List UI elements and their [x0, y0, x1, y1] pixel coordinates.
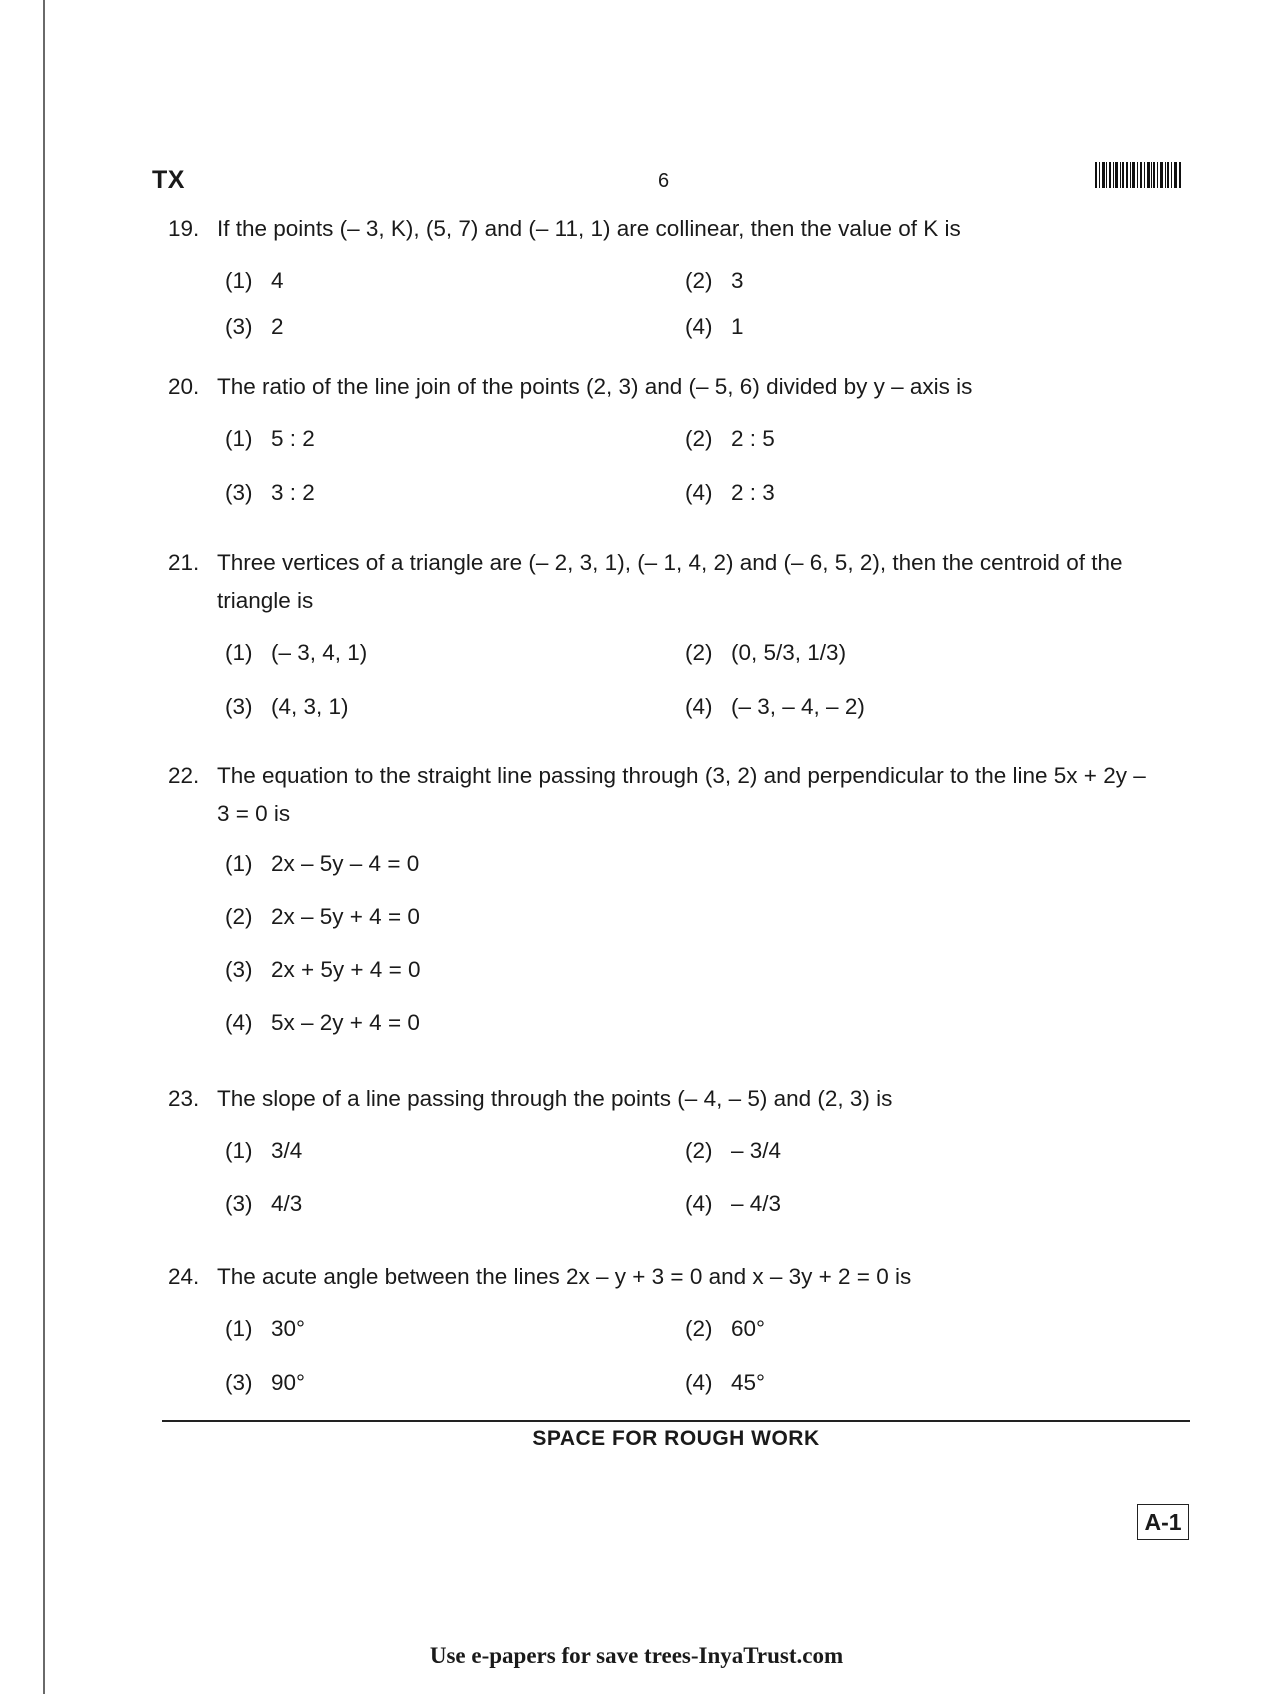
option-4: (4) (– 3, – 4, – 2) — [685, 694, 865, 719]
page-number: 6 — [658, 170, 670, 192]
options — [225, 420, 1148, 512]
set-code-box: A-1 — [1137, 1504, 1189, 1540]
question-text: The ratio of the line join of the points (2, 3) and (– 5, 6) divided by y – axis is — [217, 374, 973, 399]
question-19 — [168, 210, 1148, 346]
question-number: 23. — [168, 1086, 200, 1111]
question-22 — [168, 757, 1148, 1057]
option-2: (2) 2x – 5y + 4 = 0 — [225, 904, 420, 929]
question-number: 22. — [168, 763, 200, 788]
option-4: (4) 2 : 3 — [685, 480, 775, 505]
option-3: (3) 90° — [225, 1370, 306, 1395]
option-2: (2) 2 : 5 — [685, 426, 775, 451]
option-4: (4) 45° — [685, 1370, 766, 1395]
option-1: (1) (– 3, 4, 1) — [225, 640, 368, 665]
option-1: (1) 30° — [225, 1316, 306, 1341]
option-4: (4) 1 — [685, 314, 744, 339]
option-1: (1) 4 — [225, 268, 284, 293]
question-number: 24. — [168, 1264, 200, 1289]
rough-work-label: SPACE FOR ROUGH WORK — [532, 1427, 820, 1450]
option-3: (3) 4/3 — [225, 1191, 303, 1216]
option-4: (4) – 4/3 — [685, 1191, 782, 1216]
question-23 — [168, 1080, 1148, 1223]
question-text: The slope of a line passing through the points (– 4, – 5) and (2, 3) is — [217, 1086, 893, 1111]
option-3: (3) 3 : 2 — [225, 480, 315, 505]
question-text: The acute angle between the lines 2x – y + 3 = 0 and x – 3y + 2 = 0 is — [217, 1264, 912, 1289]
rough-work-divider — [162, 1420, 1190, 1422]
question-number: 21. — [168, 550, 200, 575]
options — [225, 845, 1148, 1042]
option-2: (2) 60° — [685, 1316, 766, 1341]
question-text: If the points (– 3, K), (5, 7) and (– 11, 1) are collinear, then the value of K is — [217, 216, 961, 241]
question-number: 20. — [168, 374, 200, 399]
option-1: (1) 5 : 2 — [225, 426, 315, 451]
options — [225, 634, 1148, 726]
question-text: Three vertices of a triangle are (– 2, 3, 1), (– 1, 4, 2) and (– 6, 5, 2), then the centroid of the triangle is — [217, 550, 1123, 613]
paper-code: TX — [152, 166, 185, 194]
question-20 — [168, 368, 1148, 512]
option-2: (2) 3 — [685, 268, 744, 293]
footer-text: Use e-papers for save trees-InyaTrust.com — [429, 1643, 844, 1668]
option-1: (1) 2x – 5y – 4 = 0 — [225, 851, 420, 876]
option-2: (2) (0, 5/3, 1/3) — [685, 640, 847, 665]
options — [225, 1132, 1148, 1223]
question-text: The equation to the straight line passing through (3, 2) and perpendicular to the line 5x + 2y – 3 = 0 is — [217, 763, 1146, 826]
option-2: (2) – 3/4 — [685, 1138, 782, 1163]
option-4: (4) 5x – 2y + 4 = 0 — [225, 1010, 420, 1035]
option-3: (3) 2x + 5y + 4 = 0 — [225, 957, 421, 982]
question-21 — [168, 544, 1148, 726]
option-3: (3) (4, 3, 1) — [225, 694, 349, 719]
options — [225, 1310, 1148, 1402]
option-1: (1) 3/4 — [225, 1138, 303, 1163]
barcode-image — [1095, 162, 1181, 188]
option-3: (3) 2 — [225, 314, 284, 339]
question-number: 19. — [168, 216, 200, 241]
binding-margin-line — [43, 0, 45, 1694]
question-24 — [168, 1258, 1148, 1402]
options — [225, 262, 1148, 346]
